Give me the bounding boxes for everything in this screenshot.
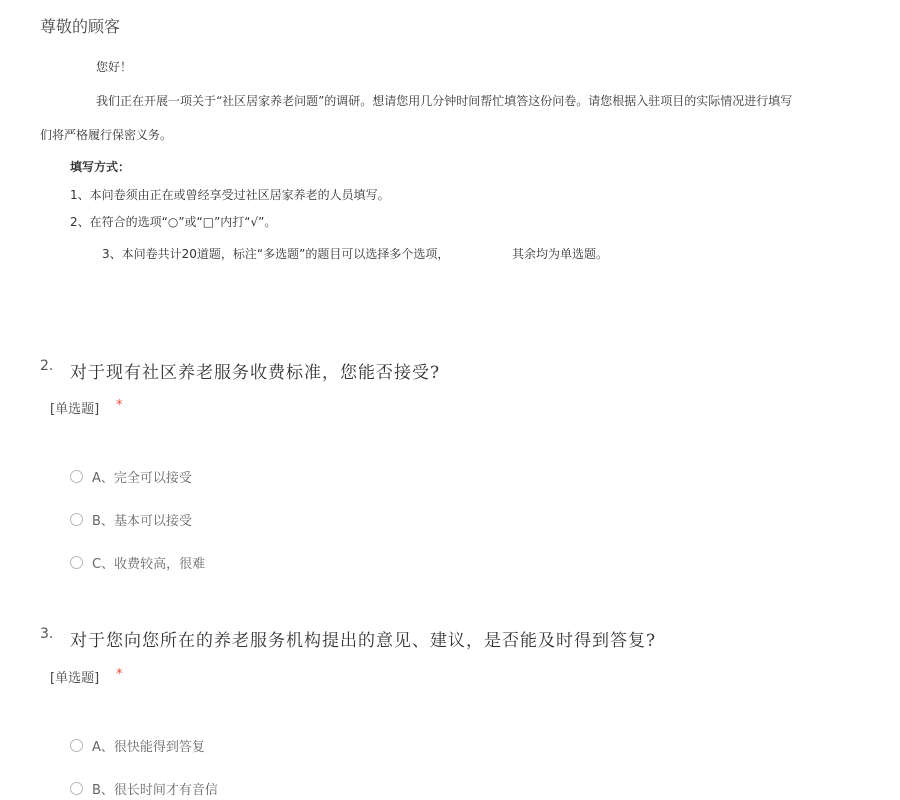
question-type-label: [单选题] <box>50 402 100 417</box>
question-title: 对于现有社区养老服务收费标准，您能否接受? <box>70 363 441 383</box>
instruction-item-1: 1、本问卷须由正在或曾经享受过社区居家养老的人员填写。 <box>70 188 390 202</box>
intro-paragraph-line1: 我们正在开展一项关于“社区居家养老问题”的调研。想请您用几分钟时间帮忙填答这份问卷。请您根据入驻项目的实际情况进行填写 <box>96 94 793 108</box>
option-label: B、很长时间才有音信 <box>92 783 218 798</box>
option-b[interactable] <box>70 510 192 529</box>
question-type-label: [单选题] <box>50 671 100 686</box>
greeting-text: 您好！ <box>96 60 133 74</box>
question-number: 2. <box>40 358 54 374</box>
question-number: 3. <box>40 626 54 642</box>
option-b[interactable] <box>70 779 218 798</box>
question-title: 对于您向您所在的养老服务机构提出的意见、建议，是否能及时得到答复? <box>70 631 657 651</box>
radio-button-icon[interactable] <box>70 470 83 483</box>
instructions-title: 填写方式： <box>70 160 131 174</box>
instruction-item-3: 3、本问卷共计20道题，标注“多选题”的题目可以选择多个选项， <box>102 247 450 261</box>
required-asterisk: * <box>116 667 123 682</box>
radio-button-icon[interactable] <box>70 556 83 569</box>
option-label: B、基本可以接受 <box>92 514 192 529</box>
option-a[interactable] <box>70 467 192 486</box>
radio-button-icon[interactable] <box>70 782 83 795</box>
page-title: 尊敬的顾客 <box>40 17 121 36</box>
option-label: A、很快能得到答复 <box>92 740 205 755</box>
option-label: C、收费较高，很难 <box>92 557 206 572</box>
required-asterisk: * <box>116 398 123 413</box>
option-label: A、完全可以接受 <box>92 471 192 486</box>
intro-paragraph-line2: 们将严格履行保密义务。 <box>40 128 173 142</box>
option-c[interactable] <box>70 553 205 572</box>
instruction-item-2: 2、在符合的选项“○”或“□”内打“√”。 <box>70 215 277 229</box>
radio-button-icon[interactable] <box>70 739 83 752</box>
option-a[interactable] <box>70 736 205 755</box>
radio-button-icon[interactable] <box>70 513 83 526</box>
instruction-item-3-continued: 其余均为单选题。 <box>512 247 609 261</box>
